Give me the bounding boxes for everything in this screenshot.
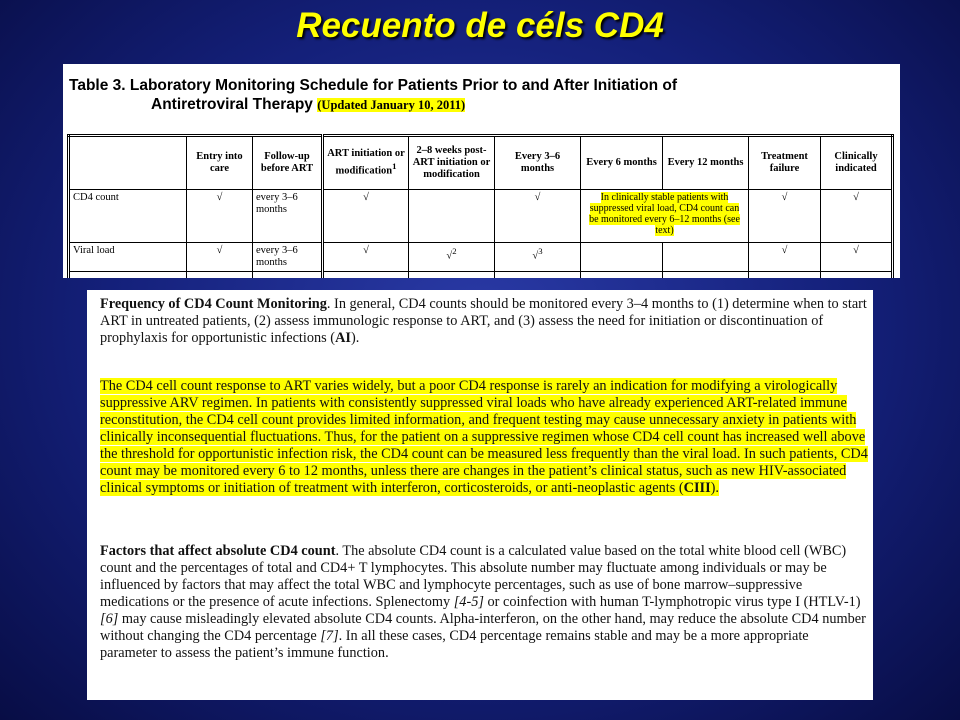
header-art-init: ART initiation or modification$^1$ <box>323 136 409 190</box>
heading-cd4-frequency: Frequency of CD4 Count Monitoring <box>100 296 327 312</box>
table-panel <box>63 64 900 278</box>
guideline-text-panel <box>87 290 873 700</box>
cell-vl-every-12 <box>663 243 749 272</box>
caption-update-note: (Updated January 10, 2011) <box>317 98 466 112</box>
cell-vl-clinical: √ <box>821 243 893 272</box>
cell-vl-every-3-6: √$^3$ <box>495 243 581 272</box>
paragraph-factors-cd4: Factors that affect absolute CD4 count. The absolute CD4 count is a calculated value based on the total white blood cell (WBC) count and the percentages of total and CD4+ T lymphocytes. This absolute number may fluctuate among individuals or may be influenced by factors that may affect the total WBC and lymphocyte percentages, such as use of bone marrow–suppressive medications or the presence of acute infections. Splenectomy [4-5] or coinfection with human T-lymphotropic virus type I (HTLV-1) [6] may cause misleadingly elevated absolute CD4 counts. Alpha-interferon, on the other hand, may reduce the absolute CD4 number without changing the CD4 percentage [7]. In all these cases, CD4 percentage remains stable and may be a more appropriate parameter to assess the patient’s immune function. <box>100 543 866 661</box>
cell-cd4-every-3-6: √ <box>495 190 581 243</box>
table-row-viral-load <box>69 243 893 272</box>
header-every-6: Every 6 months <box>581 136 663 190</box>
cell-vl-every-6 <box>581 243 663 272</box>
row-label-viral-load: Viral load <box>69 243 187 272</box>
cell-cd4-clinical: √ <box>821 190 893 243</box>
table-row-cd4 <box>69 190 893 243</box>
reference-4-5: [4-5] <box>453 594 484 610</box>
header-blank <box>69 136 187 190</box>
highlighted-text: The CD4 cell count response to ART varies widely, but a poor CD4 response is rarely an indication for modifying a virologically suppressive ARV regimen. In patients with consistently suppressed viral loads who have already experienced ART-related immune reconstitution, the CD4 cell count provides limited information, and frequent testing may cause unnecessary anxiety in patients with clinically inconsequential fluctuations. Thus, for the patient on a suppressive regimen whose CD4 cell count has increased well above the threshold for opportunistic infection risk, the CD4 count can be measured less frequently than the viral load. In such patients, CD4 count may be monitored every 6 to 12 months, unless there are changes in the patient’s clinical status, such as new HIV-associated clinical symptoms or initiation of treatment with interferon, corticosteroids, or anti-neoplastic agents (CIII). <box>100 378 868 496</box>
caption-line1: Table 3. Laboratory Monitoring Schedule for Patients Prior to and After Initiation of <box>69 77 677 94</box>
cell-vl-art-init: √ <box>323 243 409 272</box>
cell-cd4-entry: √ <box>187 190 253 243</box>
cell-cd4-failure: √ <box>749 190 821 243</box>
reference-7: [7] <box>320 628 339 644</box>
slide-title: Recuento de céls CD4 <box>296 6 664 45</box>
header-clinical: Clinically indicated <box>821 136 893 190</box>
caption-line2: Antiretroviral Therapy <box>151 96 318 113</box>
paragraph-cd4-frequency: Frequency of CD4 Count Monitoring. In general, CD4 counts should be monitored every 3–4 months to (1) determine when to start ART in untreated patients, (2) assess immunologic response to ART, and (3) assess the need for initiation or discontinuation of prophylaxis for opportunistic infections (AI). <box>100 296 867 346</box>
header-failure: Treatment failure <box>749 136 821 190</box>
cell-cd4-art-init: √ <box>323 190 409 243</box>
header-every-3-6: Every 3–6 months <box>495 136 581 190</box>
reference-6: [6] <box>100 611 119 627</box>
paragraph-cd4-response <box>100 378 868 497</box>
header-followup: Follow-up before ART <box>253 136 323 190</box>
cell-cd4-note <box>581 190 749 243</box>
cell-vl-post-art: √$^2$ <box>409 243 495 272</box>
cd4-note-highlight: In clinically stable patients with suppressed viral load, CD4 count can be monitored every 6–12 months (see text) <box>589 192 740 236</box>
heading-factors-cd4: Factors that affect absolute CD4 count <box>100 543 336 559</box>
table-caption <box>69 76 889 115</box>
row-label-cd4: CD4 count <box>69 190 187 243</box>
cell-cd4-post-art <box>409 190 495 243</box>
cell-vl-failure: √ <box>749 243 821 272</box>
cell-vl-followup: every 3–6 months <box>253 243 323 272</box>
header-every-12: Every 12 months <box>663 136 749 190</box>
monitoring-schedule-table <box>67 134 894 278</box>
table-row-cut <box>69 272 893 279</box>
header-post-art: 2–8 weeks post-ART initiation or modification <box>409 136 495 190</box>
header-entry: Entry into care <box>187 136 253 190</box>
table-header-row <box>69 136 893 190</box>
cell-cd4-followup: every 3–6 months <box>253 190 323 243</box>
cell-vl-entry: √ <box>187 243 253 272</box>
